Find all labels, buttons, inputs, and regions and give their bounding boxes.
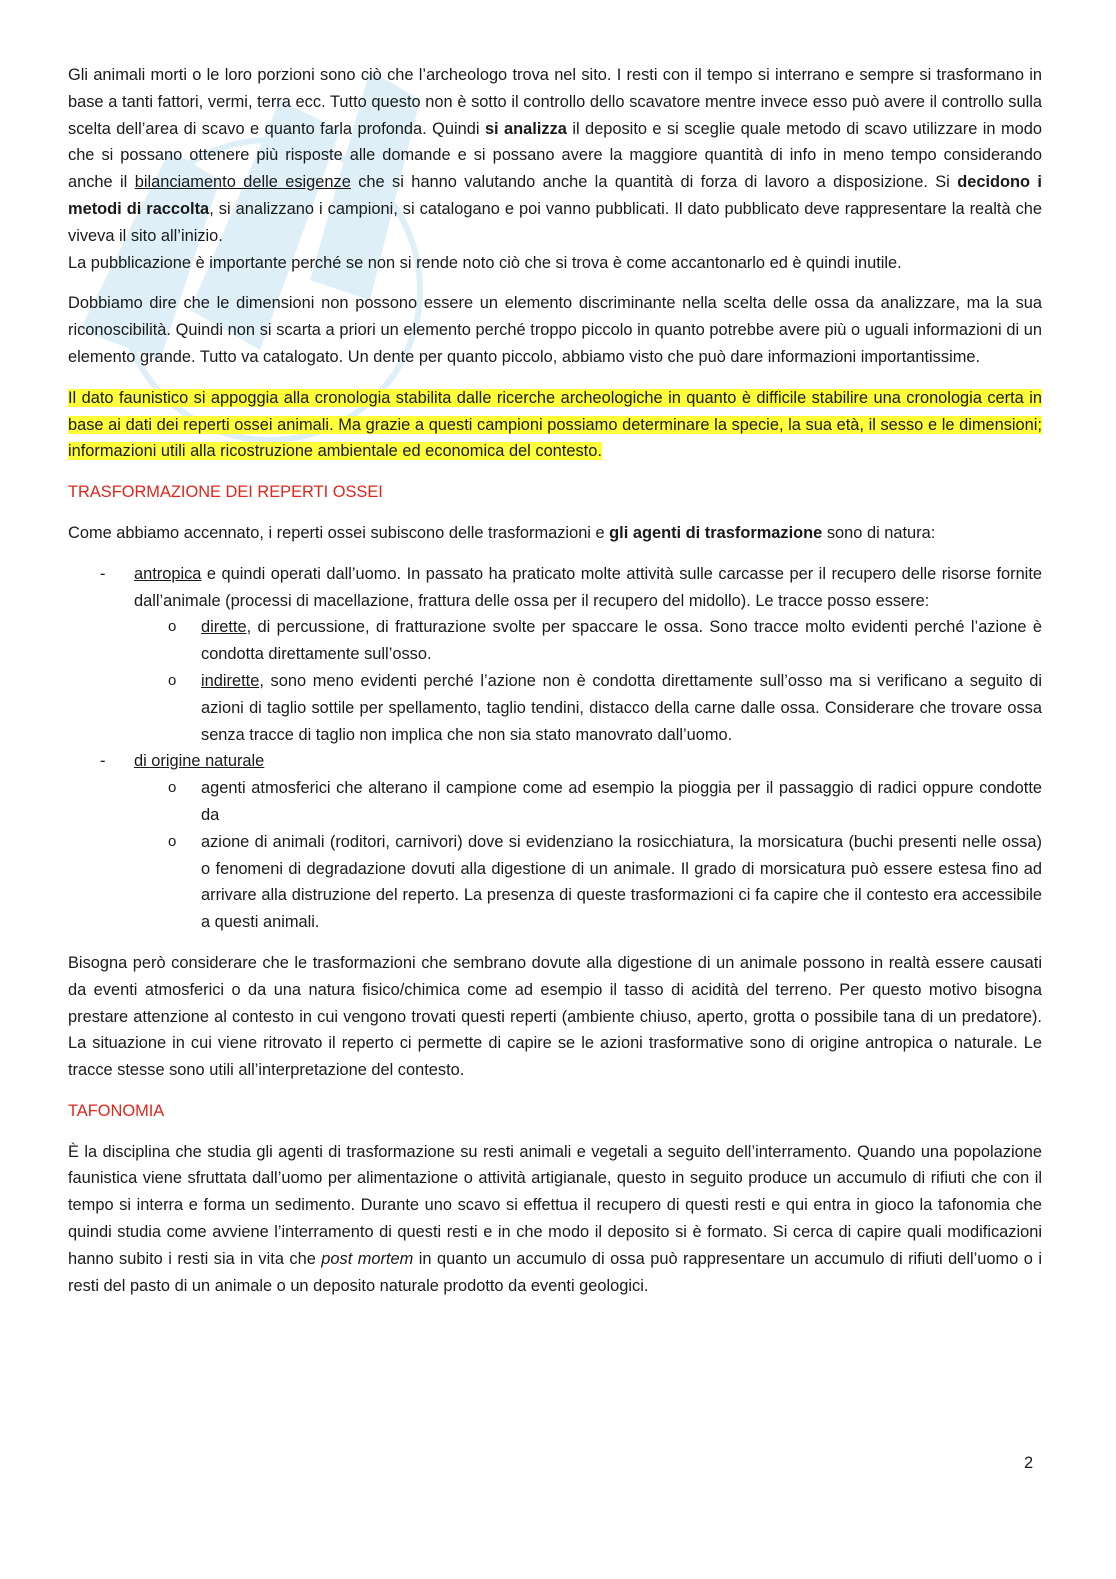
paragraph-tafonomia: È la disciplina che studia gli agenti di trasformazione su resti animali e vegetali a seguito dell’interramento. Quando una popolazione faunistica viene sfruttata dall’uomo per alimentazione o attività artigianale, questo in seguito produce un accumulo di rifiuti che con il tempo si interra e forma un sedimento. Durante uno scavo si effettua il recupero di questi resti e qui entra in gioco la tafonomia che quindi studia come avviene l’interramento di questi resti e in che modo il deposito si è formato. Si cerca di capire quali modificazioni hanno subito i resti sia in vita che post mortem in quanto un accumulo di ossa può rappresentare un accumulo di rifiuti dell’uomo o i resti del pasto di un animale o un deposito naturale prodotto da eventi geologici. xyxy=(68,1142,1042,1295)
sublist-item-indirette: o indirette, sono meno evidenti perché l’azione non è condotta direttamente sull’osso ma si verificano a seguito di azioni di taglio sottile per spellamento, taglio tendini, distacco della carne dalle ossa. Considerare che trovare ossa senza tracce di taglio non implica che non sia stato manovrato dall’uomo. xyxy=(134,668,1042,748)
paragraph-agents-intro: Come abbiamo accennato, i reperti ossei subiscono delle trasformazioni e gli agenti di trasformazione sono di natura: xyxy=(68,523,936,542)
page-number: 2 xyxy=(1024,1454,1034,1472)
circle-bullet: o xyxy=(168,832,177,850)
sublist-naturale xyxy=(134,775,1042,936)
circle-bullet: o xyxy=(168,671,177,689)
dash-bullet: - xyxy=(100,564,106,583)
bold-text: decidono i metodi di raccolta xyxy=(68,173,1042,218)
sublist-antropica xyxy=(134,614,1042,748)
agents-list xyxy=(68,561,1042,936)
paragraph-intro: Gli animali morti o le loro porzioni sono ciò che l’archeologo trova nel sito. I resti con il tempo si interrano e sempre si trasformano in base a tanti fattori, vermi, terra ecc. Tutto questo non è sotto il controllo dello scavatore mentre invece esso può avere il controllo sulla scelta dell’area di scavo e quanto farla profonda. Quindi si analizza il deposito e si sceglie quale metodo di scavo utilizzare in modo che si possano ottenere più risposte alle domande e si possano avere la maggiore quantità di info in meno tempo considerando anche il bilanciamento delle esigenze che si hanno valutando anche la quantità di forza di lavoro a disposizione. Si decidono i metodi di raccolta, si analizzano i campioni, si catalogano e poi vanno pubblicati. Il dato pubblicato deve rappresentare la realtà che viveva il sito all’inizio. La pubblicazione è importante perché se non si rende noto ciò che si trova è come accantonarlo ed è quindi inutile. xyxy=(68,66,1043,272)
bold-text: si analizza xyxy=(484,119,567,138)
underlined-text: bilanciamento delle esigenze xyxy=(134,173,351,192)
highlighted-text: Il dato faunistico si appoggia alla cronologia stabilita dalle ricerche archeologiche in quanto è difficile stabilire una cronologia certa in base ai dati dei reperti ossei animali. Ma grazie a questi campioni possiamo determinare la specie, la sua età, il sesso e le dimensioni; informazioni utili alla ricostruzione ambientale ed economica del contesto. xyxy=(68,388,1042,461)
paragraph-publication: La pubblicazione è importante perché se non si rende noto ciò che si trova è come accantonarlo ed è quindi inutile. xyxy=(68,253,902,272)
paragraph-considerations: Bisogna però considerare che le trasformazioni che sembrano dovute alla digestione di un animale possono in realtà essere causati da eventi atmosferici o da una natura fisico/chimica come ad esempio il tasso di acidità del terreno. Per questo motivo bisogna prestare attenzione al contesto in cui vengono trovati questi reperti (ambiente chiuso, aperto, grotta o possibile tana di un predatore). La situazione in cui viene ritrovato il reperto ci permette di capire se le azioni trasformative sono di origine antropica o naturale. Le tracce stesse sono utili all’interpretazione del contesto. xyxy=(68,953,1042,1080)
sublist-item-animali: o azione di animali (roditori, carnivori) dove si evidenziano la rosicchiatura, la morsicatura (buchi presenti nelle ossa) o fenomeni di degradazione dovuti alla digestione di un animale. Il grado di morsicatura può essere estesa fino ad arrivare alla distruzione del reperto. La presenza di queste trasformazioni ci fa capire che il contesto era accessibile a questi animali. xyxy=(134,829,1042,936)
circle-bullet: o xyxy=(168,779,177,797)
list-item-antropica: - antropica e quindi operati dall’uomo. In passato ha praticato molte attività sulle carcasse per il recupero delle risorse fornite dall’animale (processi di macellazione, frattura delle ossa per il recupero del midollo). Le tracce posso essere: o dirette, di percussione, di fratturazione svolte per spaccare le ossa. Sono tracce molto evidenti perché l’azione è condotta direttamente sull’osso. o indirette, sono meno evidenti perché l’azione non è condotta direttamente sull’osso ma si verificano a seguito di azioni di taglio sottile per spellamento, taglio tendini, distacco della carne dalle ossa. Considerare che trovare ossa senza tracce di taglio non implica che non sia stato manovrato dall’uomo. xyxy=(68,561,1042,749)
sublist-item-atmosferici: o agenti atmosferici che alterano il campione come ad esempio la pioggia per il passaggio di radici oppure condotte da xyxy=(134,775,1042,829)
document-page xyxy=(68,62,1042,1299)
circle-bullet: o xyxy=(168,618,177,636)
section-heading-tafonomia: TAFONOMIA xyxy=(68,1101,165,1120)
sublist-item-dirette: o dirette, di percussione, di fratturazione svolte per spaccare le ossa. Sono tracce molto evidenti perché l’azione è condotta direttamente sull’osso. xyxy=(134,614,1042,668)
dash-bullet: - xyxy=(100,752,106,771)
paragraph-dimensions: Dobbiamo dire che le dimensioni non possono essere un elemento discriminante nella scelta delle ossa da analizzare, ma la sua riconoscibilità. Quindi non si scarta a priori un elemento perché troppo piccolo in quanto potrebbe avere più o uguali informazioni di un elemento grande. Tutto va catalogato. Un dente per quanto piccolo, abbiamo visto che può dare informazioni importantissime. xyxy=(68,294,1042,366)
italic-text: post mortem xyxy=(321,1249,414,1268)
list-item-naturale: - di origine naturale o agenti atmosferici che alterano il campione come ad esempio la pioggia per il passaggio di radici oppure condotte da o azione di animali (roditori, carnivori) dove si evidenziano la rosicchiatura, la morsicatura (buchi presenti nelle ossa) o fenomeni di degradazione dovuti alla digestione di un animale. Il grado di morsicatura può essere estesa fino ad arrivare alla distruzione del reperto. La presenza di queste trasformazioni ci fa capire che il contesto era accessibile a questi animali. xyxy=(68,748,1042,936)
bold-text: gli agenti di trasformazione xyxy=(609,523,823,542)
section-heading-trasformazione: TRASFORMAZIONE DEI REPERTI OSSEI xyxy=(68,483,383,502)
paragraph-highlighted xyxy=(68,385,1042,465)
